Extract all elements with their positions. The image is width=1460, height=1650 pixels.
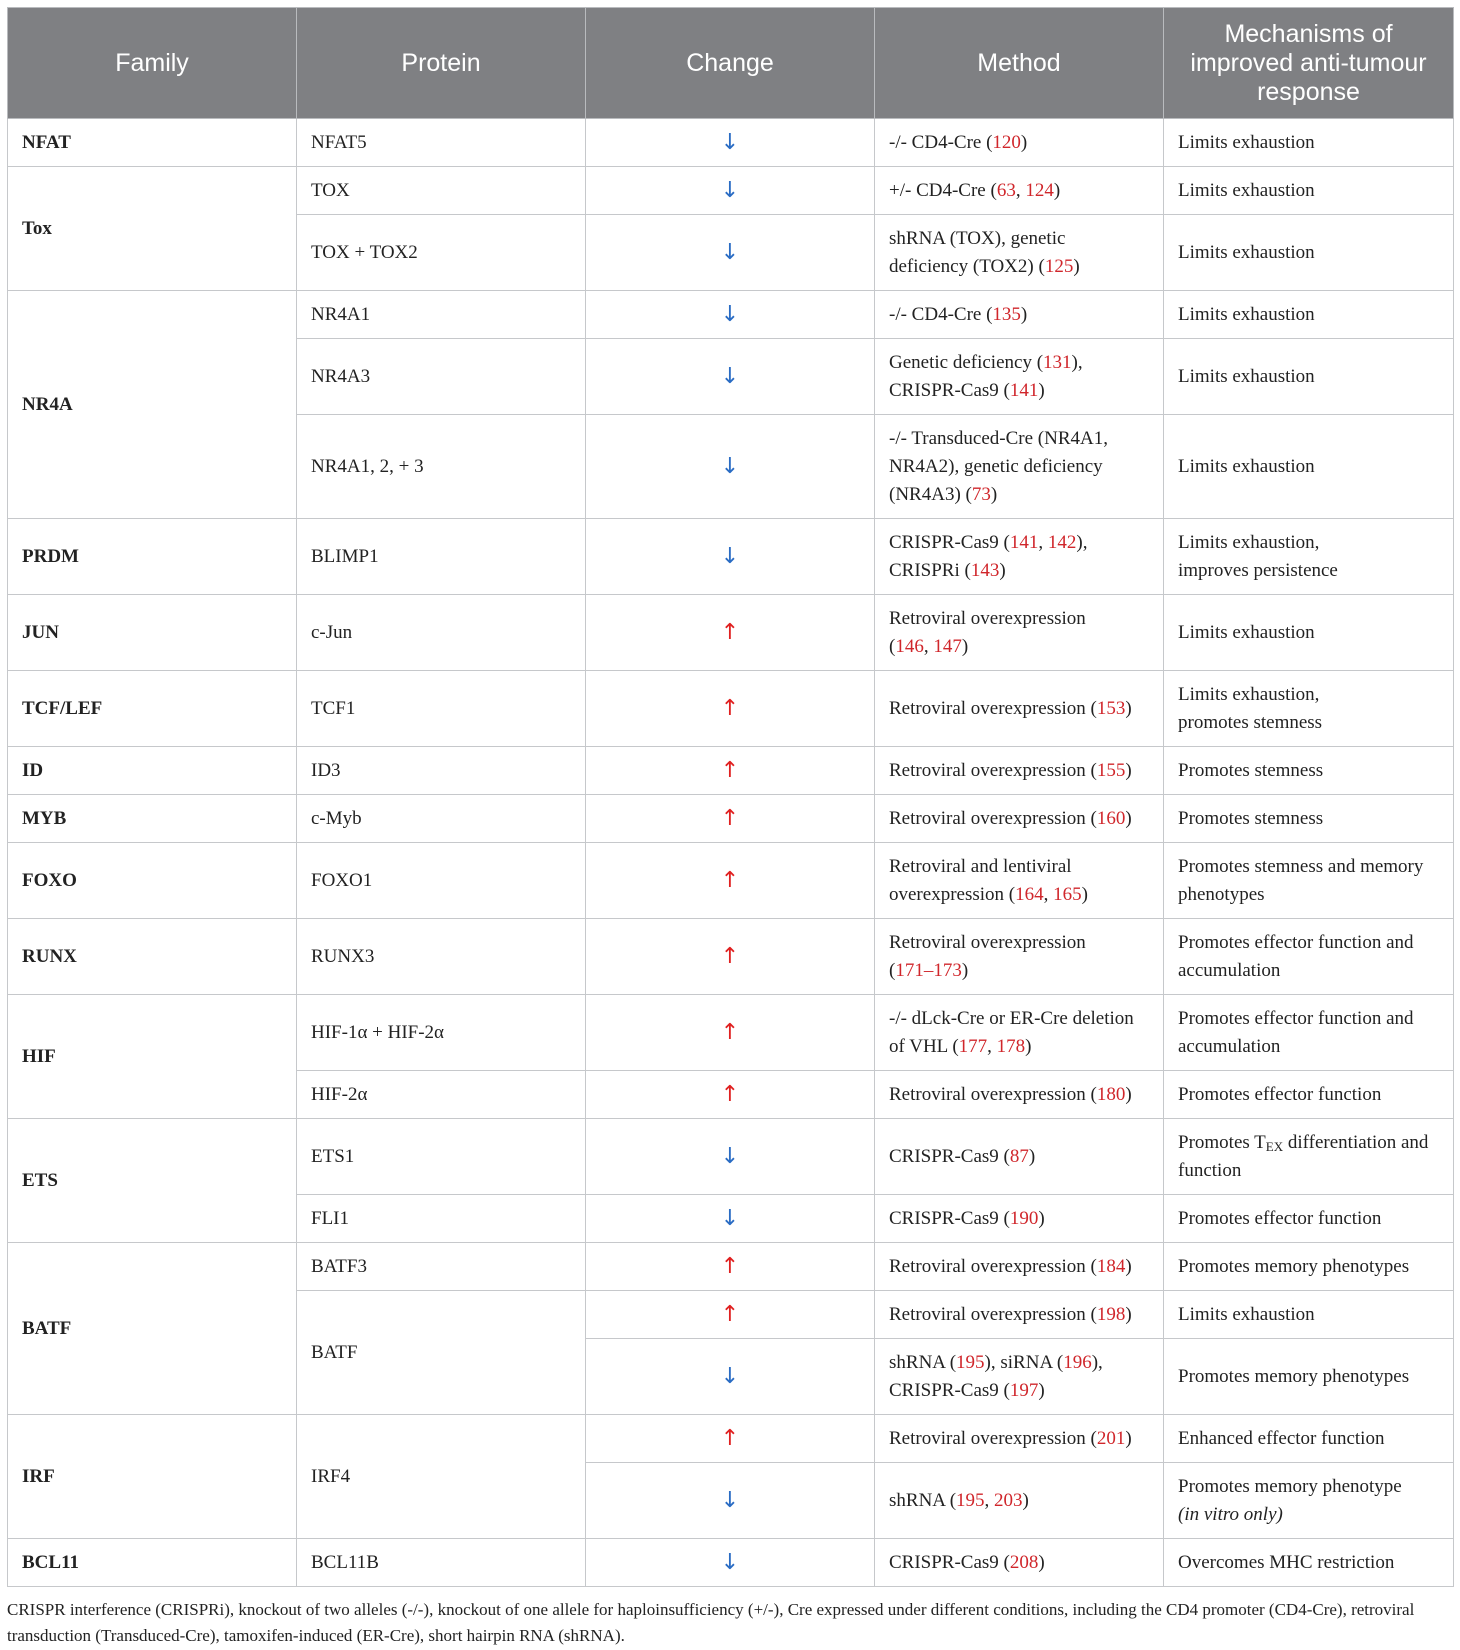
method-cell xyxy=(875,1243,1164,1291)
arrow-up-icon: ↑ xyxy=(720,1425,740,1451)
family-cell: Tox xyxy=(8,167,297,291)
reference-link[interactable]: 125 xyxy=(1044,255,1074,277)
family-cell: JUN xyxy=(8,595,297,671)
cell-text: Limits exhaustion xyxy=(1178,131,1315,153)
method-cell xyxy=(875,1339,1164,1415)
reference-link[interactable]: 160 xyxy=(1096,807,1126,829)
reference-link[interactable]: 87 xyxy=(1009,1145,1029,1167)
protein-cell: IRF4 xyxy=(297,1415,586,1539)
table-row xyxy=(8,795,1454,843)
cell-text: -/- Transduced-Cre (NR4A1, NR4A2), genetic deficiency (NR4A3) ( xyxy=(889,427,1109,505)
mechanism-cell xyxy=(1164,1291,1454,1339)
cell-text: Promotes effector function xyxy=(1178,1083,1382,1105)
family-cell: ID xyxy=(8,747,297,795)
cell-text: Genetic deficiency ( xyxy=(889,351,1044,373)
cell-text: Retroviral overexpression ( xyxy=(889,1083,1097,1105)
mechanism-cell xyxy=(1164,1071,1454,1119)
mechanism-cell xyxy=(1164,671,1454,747)
change-cell xyxy=(586,1291,875,1339)
cell-text: ), xyxy=(1076,531,1088,553)
mechanism-cell xyxy=(1164,291,1454,339)
cell-text: Promotes memory phenotype xyxy=(1178,1475,1402,1497)
change-cell xyxy=(586,995,875,1071)
mechanism-cell xyxy=(1164,1195,1454,1243)
cell-text: , xyxy=(923,635,934,657)
arrow-down-icon: ↓ xyxy=(720,1549,740,1575)
mechanism-cell xyxy=(1164,1539,1454,1587)
cell-text: Enhanced effector function xyxy=(1178,1427,1385,1449)
mechanism-cell xyxy=(1164,995,1454,1071)
header-row xyxy=(8,8,1454,119)
cell-text: CRISPR-Cas9 ( xyxy=(889,379,1010,401)
mechanism-cell xyxy=(1164,519,1454,595)
protein-cell: TCF1 xyxy=(297,671,586,747)
reference-link[interactable]: 165 xyxy=(1053,883,1082,905)
cell-text: , xyxy=(987,1035,997,1057)
cell-text: Limits exhaustion xyxy=(1178,241,1315,263)
method-cell xyxy=(875,843,1164,919)
table-row xyxy=(8,671,1454,747)
protein-cell: HIF-1α + HIF-2α xyxy=(297,995,586,1071)
method-cell xyxy=(875,1291,1164,1339)
cell-text: ), xyxy=(1091,1351,1103,1373)
family-cell: NFAT xyxy=(8,119,297,167)
mechanism-cell xyxy=(1164,1243,1454,1291)
reference-link[interactable]: 201 xyxy=(1096,1427,1126,1449)
reference-link[interactable]: 141 xyxy=(1009,531,1039,553)
header-family: Family xyxy=(8,8,297,119)
reference-link[interactable]: 143 xyxy=(970,559,1000,581)
table-row xyxy=(8,995,1454,1071)
cell-text: CRISPR-Cas9 ( xyxy=(889,531,1010,553)
reference-link[interactable]: 141 xyxy=(1009,379,1039,401)
reference-link[interactable]: 190 xyxy=(1009,1207,1039,1229)
protein-cell: BATF3 xyxy=(297,1243,586,1291)
arrow-down-icon: ↓ xyxy=(720,301,740,327)
cell-text: ) xyxy=(1028,1145,1036,1167)
protein-cell: c-Jun xyxy=(297,595,586,671)
method-cell xyxy=(875,339,1164,415)
cell-text: ) xyxy=(1073,255,1080,277)
cell-text: CRISPR-Cas9 ( xyxy=(889,1379,1010,1401)
cell-text: ) xyxy=(1053,179,1061,201)
reference-link[interactable]: 180 xyxy=(1096,1083,1126,1105)
cell-text: Limits exhaustion xyxy=(1178,621,1315,643)
reference-link[interactable]: 147 xyxy=(933,635,962,657)
cell-text: Promotes effector function and accumulation xyxy=(1178,1007,1414,1057)
arrow-up-icon: ↑ xyxy=(720,619,740,645)
subscript-text: EX xyxy=(1265,1138,1284,1154)
arrow-up-icon: ↑ xyxy=(720,695,740,721)
reference-link[interactable]: 164 xyxy=(1015,883,1044,905)
header-protein: Protein xyxy=(297,8,586,119)
cell-text: Limits exhaustion, xyxy=(1178,683,1320,705)
change-cell xyxy=(586,747,875,795)
family-cell: FOXO xyxy=(8,843,297,919)
cell-text: ) xyxy=(999,559,1006,581)
cell-text: ), siRNA ( xyxy=(984,1351,1064,1373)
method-cell xyxy=(875,1119,1164,1195)
method-cell xyxy=(875,119,1164,167)
table-row xyxy=(8,919,1454,995)
cell-text: Limits exhaustion xyxy=(1178,179,1315,201)
reference-link[interactable]: 73 xyxy=(971,483,991,505)
change-cell xyxy=(586,119,875,167)
cell-text: ( xyxy=(889,959,896,981)
cell-text: ) xyxy=(1081,883,1088,905)
cell-text: shRNA (TOX), genetic deficiency (TOX2) ( xyxy=(889,227,1066,277)
change-cell xyxy=(586,167,875,215)
cell-text: ) xyxy=(1125,697,1132,719)
cell-text: Retroviral overexpression ( xyxy=(889,807,1097,829)
change-cell xyxy=(586,1463,875,1539)
arrow-up-icon: ↑ xyxy=(720,867,740,893)
family-cell: NR4A xyxy=(8,291,297,519)
italic-text: (in vitro only) xyxy=(1178,1503,1283,1525)
table-row xyxy=(8,119,1454,167)
cell-text: -/- CD4-Cre ( xyxy=(889,131,993,153)
cell-text: differentiation and function xyxy=(1178,1131,1429,1181)
change-cell xyxy=(586,215,875,291)
family-cell: ETS xyxy=(8,1119,297,1243)
table-row xyxy=(8,1243,1454,1291)
change-cell xyxy=(586,1415,875,1463)
transcription-factor-table xyxy=(7,7,1454,1587)
protein-cell: FLI1 xyxy=(297,1195,586,1243)
protein-cell: BATF xyxy=(297,1291,586,1415)
header-method: Method xyxy=(875,8,1164,119)
cell-text: Retroviral overexpression ( xyxy=(889,1303,1097,1325)
method-cell xyxy=(875,1195,1164,1243)
change-cell xyxy=(586,843,875,919)
reference-link[interactable]: 177 xyxy=(958,1035,988,1057)
cell-text: Limits exhaustion, xyxy=(1178,531,1320,553)
change-cell xyxy=(586,1119,875,1195)
protein-cell: NR4A1, 2, + 3 xyxy=(297,415,586,519)
arrow-down-icon: ↓ xyxy=(720,177,740,203)
cell-text: -/- CD4-Cre ( xyxy=(889,303,993,325)
mechanism-cell xyxy=(1164,843,1454,919)
cell-text: Retroviral overexpression ( xyxy=(889,1255,1097,1277)
change-cell xyxy=(586,291,875,339)
cell-text: shRNA ( xyxy=(889,1351,957,1373)
mechanism-cell xyxy=(1164,215,1454,291)
change-cell xyxy=(586,1071,875,1119)
reference-link[interactable]: 184 xyxy=(1096,1255,1126,1277)
reference-link[interactable]: 171–173 xyxy=(895,959,962,981)
table-footnote: CRISPR interference (CRISPRi), knockout of two alleles (-/-), knockout of one allele for haploinsufficiency (+/-), Cre expressed under different conditions, including the CD4 promoter (CD4-Cre), retroviral transduction (Transduced-Cre), tamoxifen-induced (ER-Cre), short hairpin RNA (shRNA). xyxy=(7,1600,1415,1645)
reference-link[interactable]: 196 xyxy=(1063,1351,1092,1373)
cell-text: , xyxy=(1015,179,1026,201)
change-cell xyxy=(586,339,875,415)
method-cell xyxy=(875,519,1164,595)
reference-link[interactable]: 142 xyxy=(1047,531,1077,553)
cell-text: improves persistence xyxy=(1178,559,1338,581)
table-row xyxy=(8,1415,1454,1463)
arrow-down-icon: ↓ xyxy=(720,239,740,265)
mechanism-cell xyxy=(1164,1339,1454,1415)
change-cell xyxy=(586,1539,875,1587)
method-cell xyxy=(875,995,1164,1071)
cell-text: ) xyxy=(1125,759,1132,781)
cell-text: ) xyxy=(1125,1303,1132,1325)
method-cell xyxy=(875,1071,1164,1119)
cell-text: Promotes effector function and accumulation xyxy=(1178,931,1414,981)
cell-text: , xyxy=(1038,531,1048,553)
method-cell xyxy=(875,795,1164,843)
mechanism-cell xyxy=(1164,919,1454,995)
reference-link[interactable]: 197 xyxy=(1009,1379,1039,1401)
protein-cell: RUNX3 xyxy=(297,919,586,995)
table-row xyxy=(8,291,1454,339)
arrow-down-icon: ↓ xyxy=(720,363,740,389)
protein-cell: NR4A1 xyxy=(297,291,586,339)
cell-text: Limits exhaustion xyxy=(1178,455,1315,477)
family-cell: RUNX xyxy=(8,919,297,995)
table-body xyxy=(8,119,1454,1587)
cell-text: Promotes stemness xyxy=(1178,807,1324,829)
cell-text: Retroviral and lentiviral overexpression ( xyxy=(889,855,1072,905)
cell-text: Promotes stemness xyxy=(1178,759,1324,781)
cell-text: Overcomes MHC restriction xyxy=(1178,1551,1395,1573)
protein-cell: BLIMP1 xyxy=(297,519,586,595)
protein-cell: HIF-2α xyxy=(297,1071,586,1119)
mechanism-cell xyxy=(1164,595,1454,671)
mechanism-cell xyxy=(1164,167,1454,215)
cell-text: ), xyxy=(1071,351,1083,373)
method-cell xyxy=(875,671,1164,747)
table-row xyxy=(8,1119,1454,1195)
cell-text: Limits exhaustion xyxy=(1178,1303,1315,1325)
mechanism-cell xyxy=(1164,795,1454,843)
cell-text: ) xyxy=(1125,1427,1132,1449)
cell-text: ) xyxy=(1125,807,1132,829)
arrow-up-icon: ↑ xyxy=(720,1253,740,1279)
cell-text: ) xyxy=(1038,379,1045,401)
cell-text: Retroviral overexpression xyxy=(889,607,1086,629)
reference-link[interactable]: 195 xyxy=(956,1489,985,1511)
cell-text: ) xyxy=(1020,131,1028,153)
cell-text: Promotes effector function xyxy=(1178,1207,1382,1229)
cell-text: ) xyxy=(1022,1489,1029,1511)
arrow-down-icon: ↓ xyxy=(720,1205,740,1231)
reference-link[interactable]: 135 xyxy=(992,303,1021,325)
cell-text: ) xyxy=(961,635,969,657)
arrow-down-icon: ↓ xyxy=(720,1487,740,1513)
cell-text: ) xyxy=(961,959,969,981)
cell-text: Limits exhaustion xyxy=(1178,365,1315,387)
cell-text: +/- CD4-Cre ( xyxy=(889,179,997,201)
arrow-up-icon: ↑ xyxy=(720,1301,740,1327)
method-cell xyxy=(875,919,1164,995)
cell-text: ( xyxy=(889,635,896,657)
change-cell xyxy=(586,519,875,595)
method-cell xyxy=(875,595,1164,671)
change-cell xyxy=(586,1195,875,1243)
table-row xyxy=(8,1539,1454,1587)
arrow-down-icon: ↓ xyxy=(720,1143,740,1169)
reference-link[interactable]: 146 xyxy=(895,635,924,657)
arrow-down-icon: ↓ xyxy=(720,453,740,479)
family-cell: TCF/LEF xyxy=(8,671,297,747)
protein-cell: ID3 xyxy=(297,747,586,795)
reference-link[interactable]: 178 xyxy=(996,1035,1026,1057)
method-cell xyxy=(875,215,1164,291)
cell-text: CRISPR-Cas9 ( xyxy=(889,1551,1010,1573)
method-cell xyxy=(875,415,1164,519)
protein-cell: TOX xyxy=(297,167,586,215)
cell-text: Retroviral overexpression xyxy=(889,931,1086,953)
reference-link[interactable]: 131 xyxy=(1043,351,1072,373)
protein-cell: ETS1 xyxy=(297,1119,586,1195)
cell-text: CRISPR-Cas9 ( xyxy=(889,1145,1010,1167)
family-cell: IRF xyxy=(8,1415,297,1539)
family-cell: BCL11 xyxy=(8,1539,297,1587)
header-mechanism: Mechanisms of improved anti-tumour response xyxy=(1164,8,1454,119)
family-cell: HIF xyxy=(8,995,297,1119)
change-cell xyxy=(586,919,875,995)
protein-cell: FOXO1 xyxy=(297,843,586,919)
cell-text: ) xyxy=(1125,1255,1132,1277)
protein-cell: c-Myb xyxy=(297,795,586,843)
reference-link[interactable]: 198 xyxy=(1096,1303,1126,1325)
arrow-down-icon: ↓ xyxy=(720,1363,740,1389)
cell-text: ) xyxy=(1125,1083,1132,1105)
cell-text: promotes stemness xyxy=(1178,711,1323,733)
method-cell xyxy=(875,1415,1164,1463)
protein-cell: TOX + TOX2 xyxy=(297,215,586,291)
change-cell xyxy=(586,415,875,519)
arrow-up-icon: ↑ xyxy=(720,1019,740,1045)
cell-text: , xyxy=(984,1489,995,1511)
arrow-up-icon: ↑ xyxy=(720,943,740,969)
mechanism-cell xyxy=(1164,119,1454,167)
reference-link[interactable]: 195 xyxy=(956,1351,985,1373)
cell-text: , xyxy=(1043,883,1054,905)
protein-cell: NR4A3 xyxy=(297,339,586,415)
change-cell xyxy=(586,1243,875,1291)
table-row xyxy=(8,519,1454,595)
cell-text: Limits exhaustion xyxy=(1178,303,1315,325)
family-cell: PRDM xyxy=(8,519,297,595)
cell-text: Promotes T xyxy=(1178,1131,1266,1153)
reference-link[interactable]: 120 xyxy=(992,131,1021,153)
arrow-down-icon: ↓ xyxy=(720,129,740,155)
cell-text: CRISPR-Cas9 ( xyxy=(889,1207,1010,1229)
cell-text: Promotes stemness and memory phenotypes xyxy=(1178,855,1424,905)
arrow-down-icon: ↓ xyxy=(720,543,740,569)
cell-text: Promotes memory phenotypes xyxy=(1178,1255,1410,1277)
reference-link[interactable]: 124 xyxy=(1025,179,1054,201)
arrow-up-icon: ↑ xyxy=(720,805,740,831)
change-cell xyxy=(586,795,875,843)
cell-text: ) xyxy=(1038,1207,1045,1229)
mechanism-cell xyxy=(1164,747,1454,795)
protein-cell: NFAT5 xyxy=(297,119,586,167)
cell-text: Retroviral overexpression ( xyxy=(889,759,1097,781)
method-cell xyxy=(875,747,1164,795)
cell-text: ) xyxy=(1038,1551,1045,1573)
reference-link[interactable]: 63 xyxy=(996,179,1016,201)
cell-text: Retroviral overexpression ( xyxy=(889,1427,1097,1449)
reference-link[interactable]: 155 xyxy=(1096,759,1126,781)
reference-link[interactable]: 208 xyxy=(1009,1551,1039,1573)
table-row xyxy=(8,595,1454,671)
method-cell xyxy=(875,1463,1164,1539)
family-cell: BATF xyxy=(8,1243,297,1415)
mechanism-cell xyxy=(1164,415,1454,519)
protein-cell: BCL11B xyxy=(297,1539,586,1587)
table-row xyxy=(8,167,1454,215)
reference-link[interactable]: 203 xyxy=(994,1489,1023,1511)
method-cell xyxy=(875,291,1164,339)
mechanism-cell xyxy=(1164,1415,1454,1463)
header-change: Change xyxy=(586,8,875,119)
cell-text: ) xyxy=(1025,1035,1032,1057)
change-cell xyxy=(586,595,875,671)
cell-text: CRISPRi ( xyxy=(889,559,971,581)
table-row xyxy=(8,843,1454,919)
arrow-up-icon: ↑ xyxy=(720,1081,740,1107)
reference-link[interactable]: 153 xyxy=(1096,697,1126,719)
cell-text: ) xyxy=(1020,303,1028,325)
arrow-up-icon: ↑ xyxy=(720,757,740,783)
cell-text: shRNA ( xyxy=(889,1489,957,1511)
change-cell xyxy=(586,671,875,747)
cell-text: Retroviral overexpression ( xyxy=(889,697,1097,719)
mechanism-cell xyxy=(1164,1119,1454,1195)
table-row xyxy=(8,747,1454,795)
cell-text: -/- dLck-Cre or ER-Cre deletion of VHL ( xyxy=(889,1007,1134,1057)
cell-text: ) xyxy=(1038,1379,1045,1401)
family-cell: MYB xyxy=(8,795,297,843)
cell-text: Promotes memory phenotypes xyxy=(1178,1365,1410,1387)
mechanism-cell xyxy=(1164,339,1454,415)
mechanism-cell xyxy=(1164,1463,1454,1539)
change-cell xyxy=(586,1339,875,1415)
method-cell xyxy=(875,1539,1164,1587)
method-cell xyxy=(875,167,1164,215)
cell-text: ) xyxy=(990,483,998,505)
